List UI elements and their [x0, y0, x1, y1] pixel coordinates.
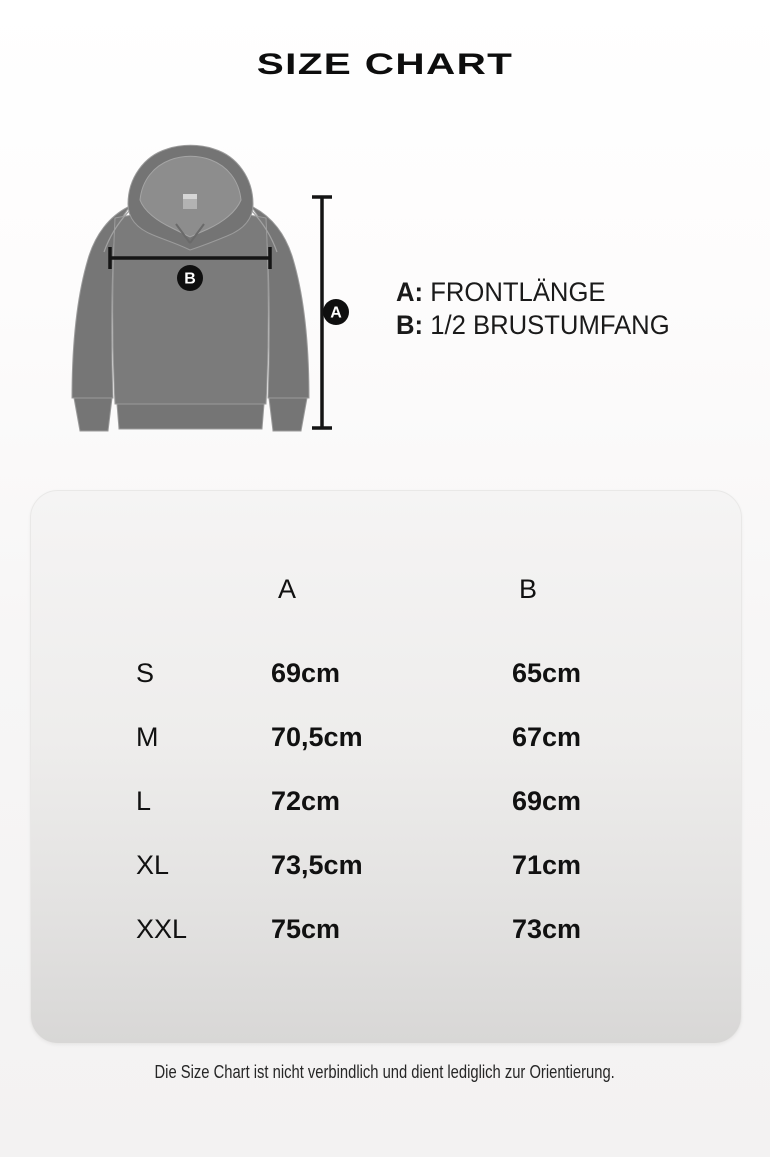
value-b: 69cm [512, 785, 582, 816]
value-a: 70,5cm [271, 721, 363, 752]
size-table-header-row [31, 557, 741, 621]
size-row-xl [31, 833, 741, 897]
size-label: M [136, 721, 159, 752]
size-row-s [31, 641, 741, 705]
value-a: 72cm [271, 785, 341, 816]
legend-key-a: A: [396, 277, 424, 307]
size-row-xxl [31, 897, 741, 961]
size-label: XL [136, 849, 170, 880]
column-header-b: B [519, 573, 538, 604]
value-b: 67cm [512, 721, 582, 752]
column-header-a: A [278, 573, 297, 604]
legend-line-b [396, 309, 670, 342]
size-row-l [31, 769, 741, 833]
value-b: 73cm [512, 913, 582, 944]
size-table-card [30, 490, 742, 1044]
size-table-body [31, 641, 741, 961]
hoodie-inner-tag-highlight [183, 194, 197, 199]
svg-text:A: A [330, 304, 342, 322]
value-a: 75cm [271, 913, 341, 944]
hoodie-right-cuff [269, 398, 307, 431]
value-a: 69cm [271, 657, 341, 688]
size-row-m [31, 705, 741, 769]
legend-key-b: B: [396, 310, 424, 340]
size-label: XXL [136, 913, 188, 944]
hoodie-hem-band [117, 404, 264, 429]
footer-note: Die Size Chart ist nicht verbindlich und dient lediglich zur Orientierung. [154, 1062, 616, 1082]
footer [0, 1062, 770, 1083]
legend-label-b: 1/2 BRUSTUMFANG [430, 310, 670, 340]
svg-text:B: B [184, 270, 196, 288]
legend-line-a [396, 276, 670, 309]
value-b: 71cm [512, 849, 582, 880]
value-b: 65cm [512, 657, 582, 688]
legend-label-a: FRONTLÄNGE [430, 277, 606, 307]
marker-b-badge [177, 265, 203, 291]
page-title: SIZE CHART [256, 48, 514, 81]
hoodie-left-cuff [74, 398, 112, 431]
measurement-legend [396, 276, 670, 342]
marker-a-badge [323, 299, 349, 325]
size-label: L [136, 785, 152, 816]
hoodie-illustration [60, 140, 360, 440]
value-a: 73,5cm [271, 849, 363, 880]
size-label: S [136, 657, 155, 688]
